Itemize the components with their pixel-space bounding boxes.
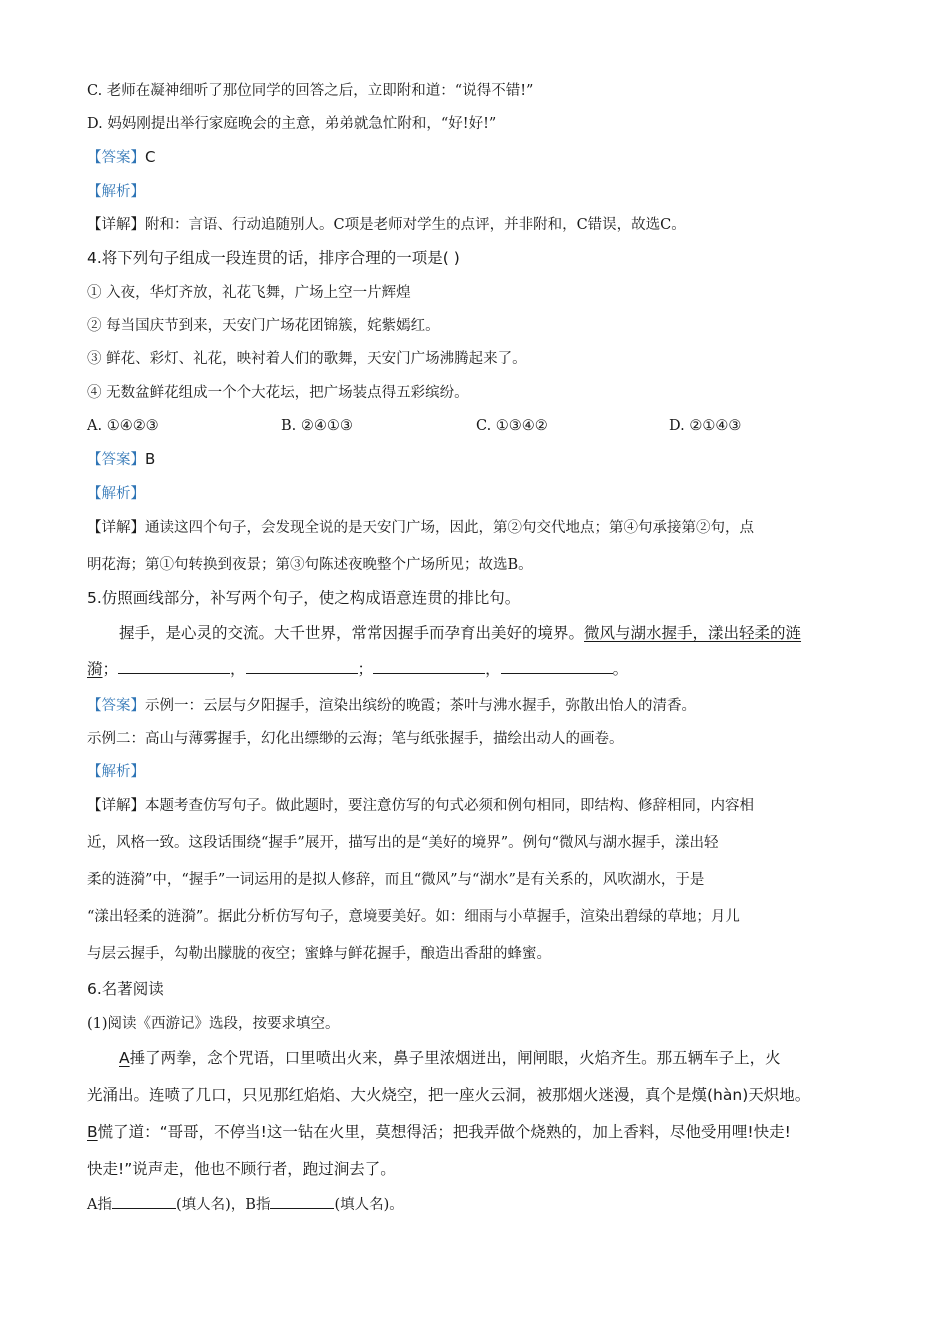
sep: ； — [102, 660, 119, 678]
q4-option-b: B. ②④①③ — [281, 418, 353, 434]
q6-excerpt-line-1 — [87, 1048, 863, 1068]
q4-sentence-2: ② 每当国庆节到来，天安门广场花团锦簇，姹紫嫣红。 — [87, 318, 440, 334]
q5-detail-line-4: “漾出轻柔的涟漪”。据此分析仿写句子，意境要美好。如：细雨与小草握手，渲染出碧绿的草地；月儿 — [87, 909, 740, 925]
detail-tag: 【详解】 — [87, 217, 145, 233]
q5-paragraph-line-2 — [87, 659, 863, 679]
q4-sentence-1: ① 入夜，华灯齐放，礼花飞舞，广场上空一片辉煌 — [87, 285, 411, 301]
q6-excerpt-line-3 — [87, 1122, 863, 1142]
fill-b-hint: (填人名)。 — [334, 1197, 404, 1213]
mark-a: A — [119, 1049, 130, 1067]
q3-option-d: D. 妈妈刚提出举行家庭晚会的主意，弟弟就急忙附和，“好!好!” — [87, 116, 497, 132]
q5-para-underlined-end: 漪 — [87, 660, 103, 678]
sep: ， — [230, 660, 246, 678]
fill-blank-1[interactable] — [118, 659, 230, 674]
answer-tag: 【答案】 — [87, 150, 145, 166]
fill-blank-4[interactable] — [501, 659, 613, 674]
q4-detail-line-1 — [87, 518, 863, 538]
answer-tag: 【答案】 — [87, 452, 145, 468]
sep: ， — [485, 660, 501, 678]
q4-option-c: C. ①③④② — [476, 418, 548, 434]
q4-detail-line-2: 明花海；第①句转换到夜景；第③句陈述夜晚整个广场所见；故选B。 — [87, 557, 533, 573]
excerpt-text: 慌了道：“哥哥，不停当!这一钻在火里，莫想得活；把我弄做个烧熟的，加上香料，尽他受用哩!快走! — [97, 1123, 791, 1141]
q5-stem: 5.仿照画线部分，补写两个句子，使之构成语意连贯的排比句。 — [87, 589, 521, 607]
fill-blank-a[interactable] — [112, 1194, 176, 1209]
q4-analysis-tag: 【解析】 — [87, 486, 145, 502]
detail-text: 通读这四个句子，会发现全说的是天安门广场，因此，第②句交代地点；第④句承接第②句，点 — [145, 520, 754, 536]
q6-stem: 6.名著阅读 — [87, 980, 164, 998]
detail-tag: 【详解】 — [87, 520, 145, 536]
q4-stem: 4.将下列句子组成一段连贯的话，排序合理的一项是( ) — [87, 249, 460, 267]
q6-sub-1: (1)阅读《西游记》选段，按要求填空。 — [87, 1016, 340, 1032]
excerpt-text: 捶了两拳，念个咒语，口里喷出火来，鼻子里浓烟迸出，闸闸眼，火焰齐生。那五辆车子上，火 — [129, 1049, 781, 1067]
detail-tag: 【详解】 — [87, 798, 145, 814]
q5-detail-line-1 — [87, 796, 863, 816]
q3-option-c: C. 老师在凝神细听了那位同学的回答之后，立即附和道：“说得不错!” — [87, 83, 534, 99]
q5-detail-line-5: 与层云握手，勾勒出朦胧的夜空；蜜蜂与鲜花握手，酿造出香甜的蜂蜜。 — [87, 946, 551, 962]
detail-text: 附和：言语、行动追随别人。C项是老师对学生的点评，并非附和，C错误，故选C。 — [145, 217, 686, 233]
q5-answer-line-1 — [87, 696, 863, 716]
sep: ； — [357, 660, 374, 678]
fill-blank-2[interactable] — [246, 659, 358, 674]
q5-detail-line-3: 柔的涟漪”中，“握手”一词运用的是拟人修辞，而且“微风”与“湖水”是有关系的，风吹湖水，于是 — [87, 872, 705, 888]
q4-sentence-4: ④ 无数盆鲜花组成一个个大花坛，把广场装点得五彩缤纷。 — [87, 385, 469, 401]
q6-excerpt-line-4: 快走!”说声走，他也不顾行者，跑过涧去了。 — [87, 1160, 396, 1178]
answer-value: B — [145, 450, 156, 468]
q5-answer-line-2: 示例二：高山与薄雾握手，幻化出缥缈的云海；笔与纸张握手，描绘出动人的画卷。 — [87, 731, 624, 747]
q4-option-d: D. ②①④③ — [669, 418, 742, 434]
answer-value: C — [145, 148, 156, 166]
q5-para-underlined: 微风与湖水握手，漾出轻柔的涟 — [584, 624, 802, 642]
q5-para-text: 握手，是心灵的交流。大千世界，常常因握手而孕育出美好的境界。 — [119, 624, 585, 642]
q5-paragraph-line-1 — [87, 623, 863, 643]
q6-fill-line — [87, 1194, 863, 1215]
answer-tag: 【答案】 — [87, 698, 145, 714]
fill-a-label: A指 — [87, 1197, 112, 1213]
answer-text: 示例一：云层与夕阳握手，渲染出缤纷的晚霞；茶叶与沸水握手，弥散出怡人的清香。 — [145, 698, 696, 714]
q3-answer — [87, 147, 863, 168]
fill-blank-b[interactable] — [270, 1194, 334, 1209]
sep: 。 — [612, 660, 629, 678]
q5-analysis-tag: 【解析】 — [87, 764, 145, 780]
fill-a-hint: (填人名)，B指 — [175, 1197, 271, 1213]
detail-text: 本题考查仿写句子。做此题时，要注意仿写的句式必须和例句相同，即结构、修辞相同，内容相 — [145, 798, 754, 814]
q3-detail — [87, 215, 863, 235]
q4-sentence-3: ③ 鲜花、彩灯、礼花，映衬着人们的歌舞，天安门广场沸腾起来了。 — [87, 351, 527, 367]
q4-answer — [87, 449, 863, 470]
fill-blank-3[interactable] — [373, 659, 485, 674]
mark-b: B — [87, 1123, 98, 1141]
q4-option-a: A. ①④②③ — [87, 418, 159, 434]
q6-excerpt-line-2: 光涌出。连喷了几口，只见那红焰焰、大火烧空，把一座火云洞，被那烟火迷漫，真个是熯(hàn)天炽地。 — [87, 1086, 811, 1104]
q3-analysis-tag: 【解析】 — [87, 184, 145, 200]
q5-detail-line-2: 近，风格一致。这段话围绕“握手”展开，描写出的是“美好的境界”。例句“微风与湖水握手，漾出轻 — [87, 835, 719, 851]
